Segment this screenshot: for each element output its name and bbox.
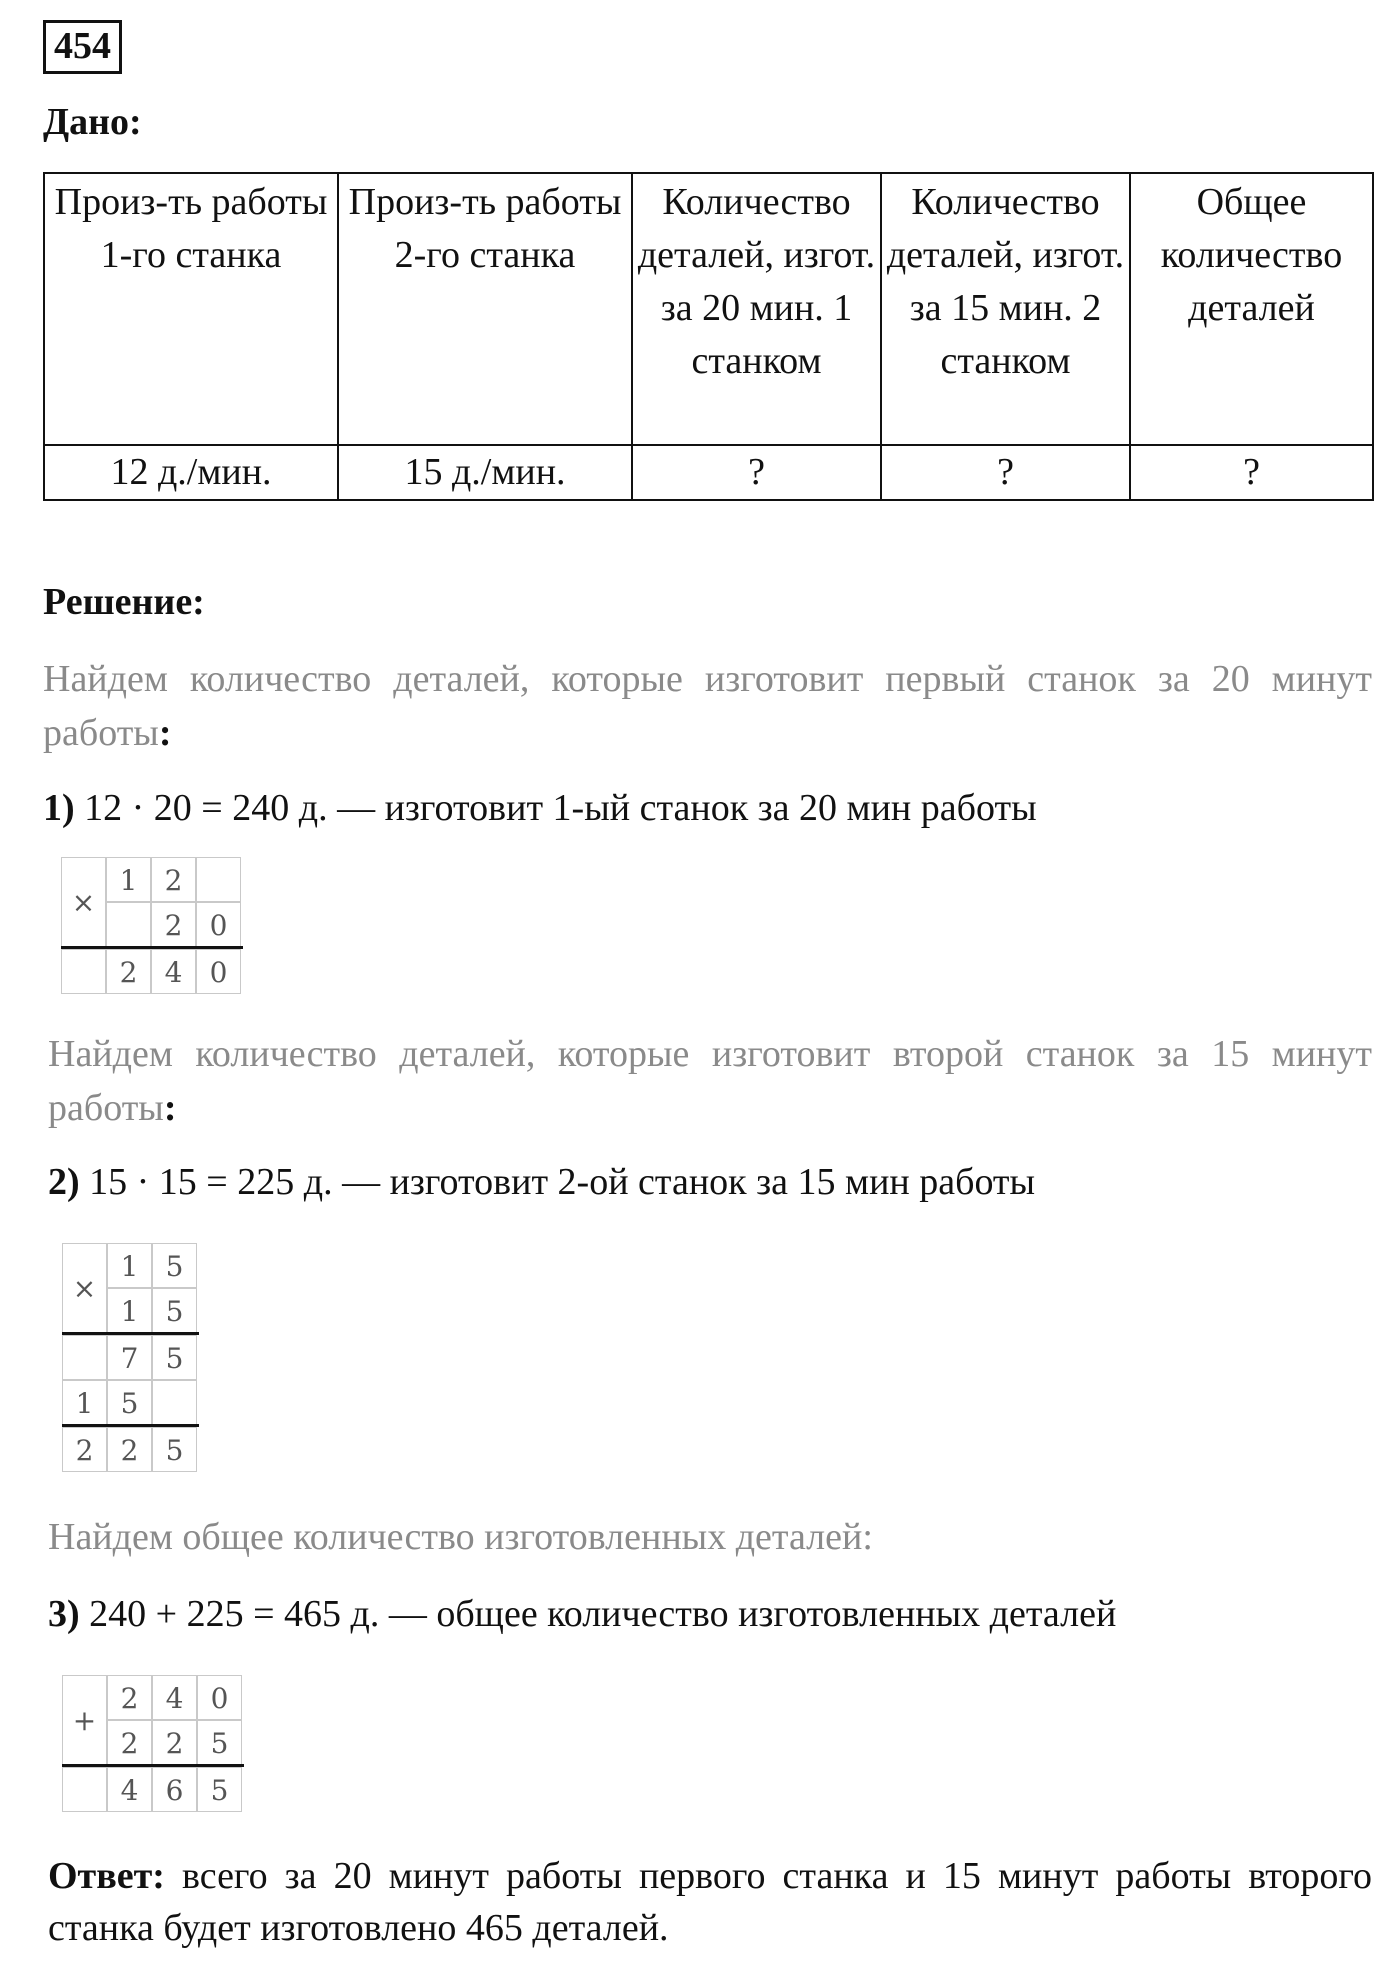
digit-cell: 0	[196, 902, 241, 947]
solution-heading: Решение:	[43, 581, 205, 623]
digit-cell: 0	[197, 1675, 242, 1720]
header-parts-machine-2: Количество деталей, изгот. за 15 мин. 2 станком	[881, 173, 1130, 445]
digit-cell	[62, 1335, 107, 1380]
value-parts-machine-2: ?	[881, 445, 1130, 500]
digit-cell: 6	[152, 1767, 197, 1812]
header-productivity-1: Произ-ть работы 1-го станка	[44, 173, 338, 445]
value-productivity-2: 15 д./мин.	[338, 445, 632, 500]
header-total-parts: Общее количество деталей	[1130, 173, 1373, 445]
digit-cell: 2	[107, 1427, 152, 1472]
digit-cell: 2	[152, 1720, 197, 1765]
value-parts-machine-1: ?	[632, 445, 881, 500]
value-total-parts: ?	[1130, 445, 1373, 500]
step-2-intro: Найдем количество деталей, которые изготовит второй станок за 15 минут работы:	[48, 1033, 1372, 1129]
table-header-row	[44, 173, 1373, 445]
table-row	[44, 445, 1373, 500]
digit-cell: 4	[107, 1767, 152, 1812]
digit-cell	[196, 857, 241, 902]
digit-cell: 2	[107, 1720, 152, 1765]
digit-cell: 5	[152, 1288, 197, 1333]
digit-cell: 5	[152, 1335, 197, 1380]
digit-cell: 7	[107, 1335, 152, 1380]
answer	[48, 1850, 1372, 1954]
digit-cell: 0	[196, 949, 241, 994]
step-1-intro: Найдем количество деталей, которые изготовит первый станок за 20 минут работы:	[43, 658, 1372, 754]
digit-cell: 1	[107, 1288, 152, 1333]
multiply-sign: ×	[61, 857, 106, 947]
digit-cell	[106, 902, 151, 947]
digit-cell: 5	[152, 1427, 197, 1472]
step-3-equation: 3) 240 + 225 = 465 д. — общее количество изготовленных деталей	[48, 1593, 1117, 1635]
step-1-equation: 1) 12 · 20 = 240 д. — изготовит 1-ый станок за 20 мин работы	[43, 787, 1037, 829]
step-3-intro: Найдем общее количество изготовленных деталей:	[48, 1516, 873, 1558]
digit-cell: 2	[151, 902, 196, 947]
digit-cell	[152, 1380, 197, 1425]
step-2-equation: 2) 15 · 15 = 225 д. — изготовит 2-ой станок за 15 мин работы	[48, 1161, 1036, 1203]
digit-cell: 1	[62, 1380, 107, 1425]
header-productivity-2: Произ-ть работы 2-го станка	[338, 173, 632, 445]
answer-label: Ответ:	[48, 1855, 165, 1897]
given-heading: Дано:	[43, 101, 142, 143]
digit-cell: 1	[107, 1243, 152, 1288]
digit-cell: 5	[152, 1243, 197, 1288]
digit-cell: 4	[152, 1675, 197, 1720]
given-table	[43, 172, 1374, 501]
digit-cell: 2	[62, 1427, 107, 1472]
plus-sign: +	[62, 1675, 107, 1765]
digit-cell	[62, 1767, 107, 1812]
digit-cell	[61, 949, 106, 994]
answer-text: всего за 20 минут работы первого станка и 15 минут работы второго станка будет изготовлено 465 деталей.	[48, 1855, 1373, 1949]
multiply-sign: ×	[62, 1243, 107, 1333]
digit-cell: 2	[107, 1675, 152, 1720]
digit-cell: 2	[106, 949, 151, 994]
digit-cell: 5	[107, 1380, 152, 1425]
digit-cell: 1	[106, 857, 151, 902]
digit-cell: 4	[151, 949, 196, 994]
value-productivity-1: 12 д./мин.	[44, 445, 338, 500]
problem-number: 454	[43, 20, 122, 74]
header-parts-machine-1: Количество деталей, изгот. за 20 мин. 1 станком	[632, 173, 881, 445]
digit-cell: 5	[197, 1767, 242, 1812]
digit-cell: 5	[197, 1720, 242, 1765]
digit-cell: 2	[151, 857, 196, 902]
